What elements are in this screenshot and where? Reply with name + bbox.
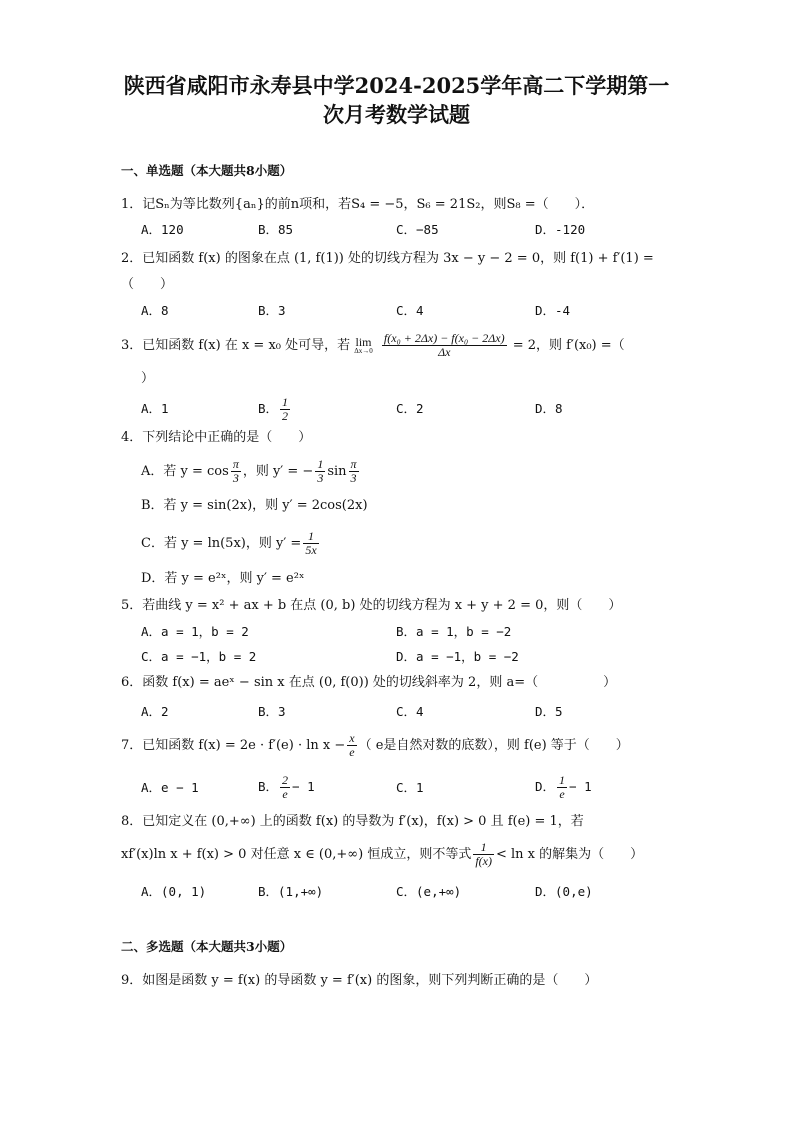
question-8-stem-line-2 — [121, 838, 643, 872]
question-4-stem: 4．下列结论中正确的是（ ） — [121, 430, 312, 445]
question-3-limit-subscript: Δx→0 — [354, 347, 373, 355]
question-3-option-b-label: B． — [258, 401, 279, 416]
question-7-option-d-denominator: e — [559, 787, 565, 801]
question-7-option-d-pre: D． — [535, 779, 556, 794]
question-6-option-a: A．2 — [141, 704, 169, 719]
question-8-fraction-numerator: 1 — [473, 841, 494, 855]
question-4-option-a-mid: ，则 y′ = − — [242, 464, 314, 479]
question-7-option-b-post: − 1 — [292, 779, 315, 794]
question-2-option-d: D．-4 — [535, 303, 571, 318]
question-1-option-d: D．-120 — [535, 222, 586, 237]
question-4-option-a-fraction-3 — [349, 458, 359, 484]
question-3-stem-line-1 — [121, 327, 625, 365]
question-7-option-a: A．e − 1 — [141, 780, 199, 795]
question-7-option-d-post: − 1 — [569, 779, 592, 794]
question-3-limit-label: lim — [355, 335, 372, 349]
question-7-option-b-fraction — [280, 774, 290, 800]
question-4-option-a-fraction-2-numerator: 1 — [317, 457, 324, 472]
question-7-option-b-numerator: 2 — [282, 773, 289, 788]
question-5-option-a: A．a = 1，b = 2 — [141, 624, 249, 639]
question-3-stem-pre: 3．已知函数 f(x) 在 x = x₀ 处可导，若 — [121, 338, 351, 353]
question-8-fraction-denominator: f(x) — [475, 854, 492, 868]
question-4-option-a-fraction-3-denominator: 3 — [350, 471, 357, 485]
question-3-option-b-fraction — [280, 396, 290, 422]
question-5-stem: 5．若曲线 y = x² + ax + b 在点 (0, b) 处的切线方程为 x + y + 2 = 0，则（ ） — [121, 598, 622, 613]
question-7-option-d — [535, 770, 592, 804]
question-5-option-d: D．a = −1，b = −2 — [396, 649, 519, 664]
question-7-option-b-pre: B． — [258, 779, 279, 794]
question-3-option-a: A．1 — [141, 401, 169, 416]
question-4-option-c-pre: C．若 y = ln(5x)，则 y′ = — [141, 536, 302, 551]
question-7-option-d-numerator: 1 — [559, 773, 566, 788]
question-6-option-c: C．4 — [396, 704, 424, 719]
question-4-option-a-sin: sin — [327, 464, 347, 479]
question-3-fraction-denominator: Δx — [438, 345, 451, 359]
question-7-fraction-numerator: x — [349, 731, 355, 746]
question-8-stem-line-2-pre: xf′(x)ln x + f(x) > 0 对任意 x ∈ (0,+∞) 恒成立，则不等式 — [121, 847, 472, 862]
question-5-option-c: C．a = −1，b = 2 — [141, 649, 257, 664]
question-4-option-a-fraction-3-numerator: π — [350, 457, 357, 472]
question-7-option-c: C．1 — [396, 780, 424, 795]
question-8-fraction — [473, 841, 494, 867]
question-2-option-c: C．4 — [396, 303, 424, 318]
question-2-option-a: A．8 — [141, 303, 169, 318]
question-4-option-b: B．若 y = sin(2x)，则 y′ = 2cos(2x) — [141, 498, 368, 513]
question-4-option-a-pre: A．若 y = cos — [141, 464, 229, 479]
question-4-option-d: D．若 y = e²ˣ，则 y′ = e²ˣ — [141, 571, 305, 586]
question-4-option-c-numerator: 1 — [303, 530, 318, 544]
question-4-option-c — [141, 527, 321, 561]
question-3-option-b — [258, 392, 292, 426]
question-4-option-a-fraction-1-numerator: π — [232, 457, 239, 472]
question-7-fraction-denominator: e — [349, 745, 355, 759]
question-3-stem-line-2: ） — [141, 371, 155, 386]
question-6-option-b: B．3 — [258, 704, 286, 719]
question-2-stem-line-2: （ ） — [121, 277, 174, 292]
question-6-stem: 6．函数 f(x) = aeˣ − sin x 在点 (0, f(0)) 处的切线斜率为 2，则 a=（ ） — [121, 675, 617, 690]
question-1-option-c: C．−85 — [396, 222, 439, 237]
section-heading-single-choice: 一、单选题（本大题共8小题） — [121, 163, 293, 178]
question-1-stem: 1．记Sₙ为等比数列{aₙ}的前n项和，若S₄ = −5，S₆ = 21S₂，则S₈ =（ ）． — [121, 197, 595, 212]
question-3-fraction — [382, 332, 507, 358]
question-7-stem-post: （ e是自然对数的底数），则 f(e) 等于（ ） — [358, 738, 629, 753]
question-7-option-b-denominator: e — [282, 787, 288, 801]
question-3-option-c: C．2 — [396, 401, 424, 416]
question-2-option-b: B．3 — [258, 303, 286, 318]
question-7-fraction — [347, 732, 356, 758]
question-5-option-b: B．a = 1，b = −2 — [396, 624, 512, 639]
question-8-stem-line-1: 8．已知定义在 (0,+∞) 上的函数 f(x) 的导数为 f′(x)，f(x) > 0 且 f(e) = 1，若 — [121, 814, 584, 829]
question-4-option-a-fraction-1-denominator: 3 — [232, 471, 239, 485]
question-6-option-d: D．5 — [535, 704, 563, 719]
question-3-limit — [354, 336, 373, 355]
question-7-option-d-fraction — [557, 774, 567, 800]
question-7-stem-pre: 7．已知函数 f(x) = 2e · f′(e) · ln x − — [121, 738, 346, 753]
question-3-option-d: D．8 — [535, 401, 563, 416]
question-8-option-c: C．(e,+∞) — [396, 884, 462, 899]
question-3-stem-post: = 2，则 f′(x₀) =（ — [512, 338, 625, 353]
question-4-option-c-denominator: 5x — [305, 543, 317, 557]
question-1-option-a: A．120 — [141, 222, 184, 237]
question-3-fraction-numerator: f(x₀ + 2Δx) − f(x₀ − 2Δx) — [383, 331, 505, 346]
question-3-option-b-numerator: 1 — [282, 395, 289, 410]
question-3-option-b-denominator: 2 — [282, 409, 289, 423]
question-8-option-b: B．(1,+∞) — [258, 884, 324, 899]
question-8-option-a: A．(0, 1) — [141, 884, 207, 899]
question-4-option-a-fraction-2-denominator: 3 — [317, 471, 324, 485]
question-7-option-b — [258, 770, 315, 804]
section-heading-multi-choice: 二、多选题（本大题共3小题） — [121, 939, 293, 954]
question-8-option-d: D．(0,e) — [535, 884, 593, 899]
question-4-option-c-fraction — [303, 530, 318, 556]
question-8-stem-line-2-post: < ln x 的解集为（ ） — [495, 847, 644, 862]
question-1-option-b: B．85 — [258, 222, 294, 237]
question-4-option-a-fraction-1 — [231, 458, 241, 484]
exam-title-line-1: 陕西省咸阳市永寿县中学2024-2025学年高二下学期第一 — [123, 73, 670, 98]
question-4-option-a — [141, 455, 361, 489]
question-2-stem-line-1: 2．已知函数 f(x) 的图象在点 (1, f(1)) 处的切线方程为 3x − y − 2 = 0，则 f(1) + f′(1) = — [121, 251, 654, 266]
exam-title-line-2: 次月考数学试题 — [323, 102, 470, 127]
question-7-stem — [121, 729, 629, 763]
question-9-stem: 9．如图是函数 y = f(x) 的导函数 y = f′(x) 的图象，则下列判断正确的是（ ） — [121, 973, 598, 988]
question-4-option-a-fraction-2 — [315, 458, 325, 484]
